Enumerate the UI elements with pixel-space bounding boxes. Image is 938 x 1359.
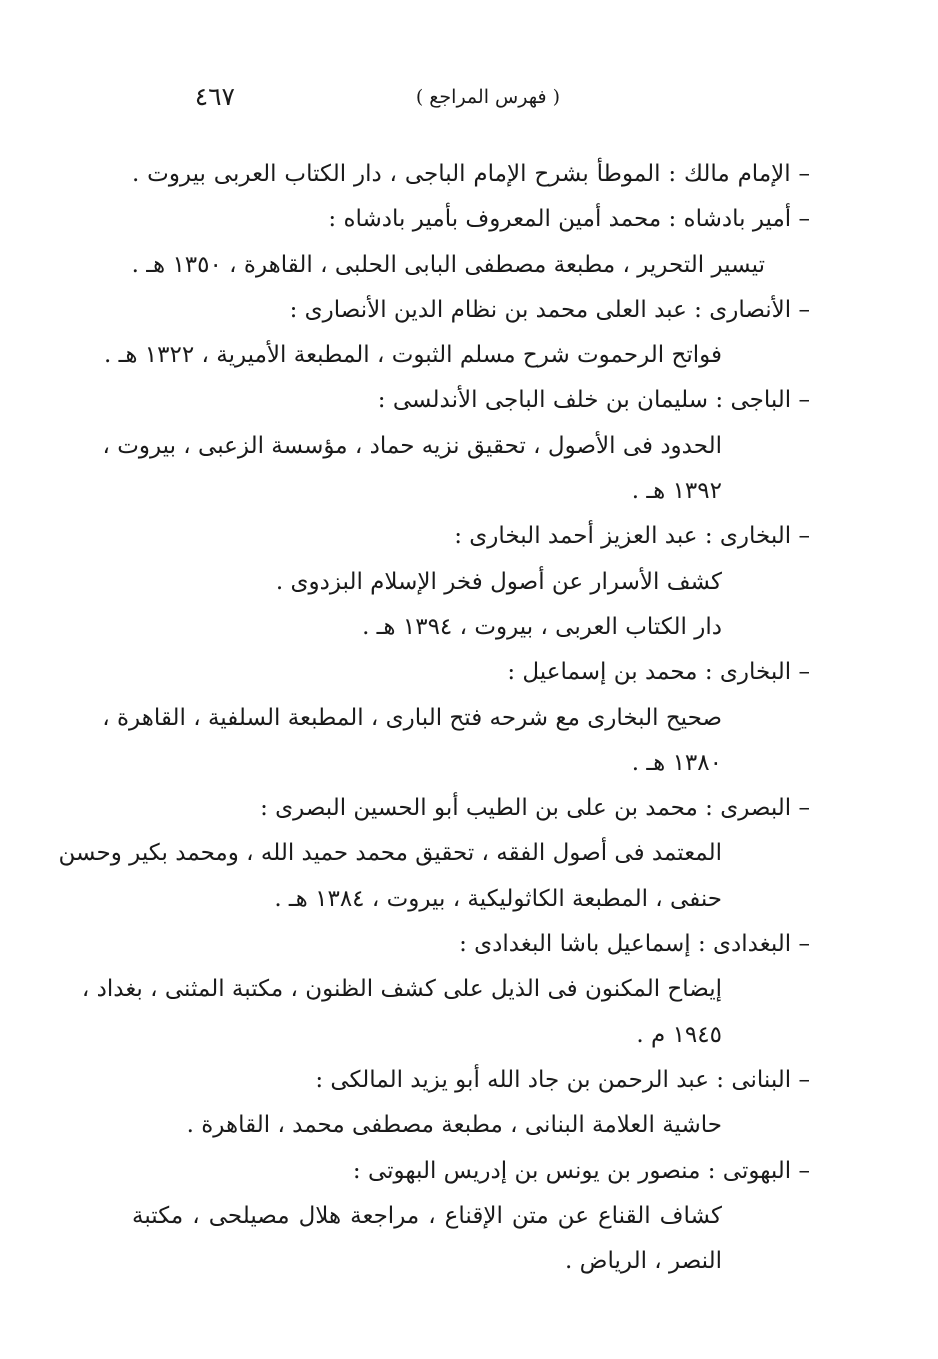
reference-continuation: النصر ، الرياض . <box>565 1248 722 1275</box>
reference-author: – البصرى : محمد بن على بن الطيب أبو الحسين البصرى : <box>260 795 810 822</box>
reference-author: – أمير بادشاه : محمد أمين المعروف بأمير بادشاه : <box>328 206 810 233</box>
reference-title: صحيح البخارى مع شرحه فتح البارى ، المطبعة السلفية ، القاهرة ، <box>102 704 722 731</box>
reference-title: كشف الأسرار عن أصول فخر الإسلام البزدوى . <box>275 568 722 595</box>
reference-title: إيضاح المكنون فى الذيل على كشف الظنون ، مكتبة المثنى ، بغداد ، <box>81 976 722 1003</box>
reference-title: كشاف القناع عن متن الإقناع ، مراجعة هلال مصيلحى ، مكتبة <box>132 1202 722 1229</box>
reference-publisher: دار الكتاب العربى ، بيروت ، ١٣٩٤ هـ . <box>362 613 722 640</box>
reference-title: فواتح الرحموت شرح مسلم الثبوت ، المطبعة الأميرية ، ١٣٢٢ هـ . <box>103 342 722 369</box>
reference-author: – الأنصارى : عبد العلى محمد بن نظام الدين الأنصارى : <box>289 296 810 323</box>
reference-title: المعتمد فى أصول الفقه ، تحقيق محمد حميد الله ، ومحمد بكير وحسن <box>58 840 722 867</box>
page-header <box>130 82 810 118</box>
reference-continuation: حنفى ، المطبعة الكاثوليكية ، بيروت ، ١٣٨٤ هـ . <box>274 885 722 912</box>
reference-author: – البنانى : عبد الرحمن بن جاد الله أبو يزيد المالكى : <box>315 1066 810 1093</box>
reference-author: – البخارى : محمد بن إسماعيل : <box>507 659 810 686</box>
reference-title: الحدود فى الأصول ، تحقيق نزيه حماد ، مؤسسة الزعبى ، بيروت ، <box>102 432 722 459</box>
reference-author: – الباجى : سليمان بن خلف الباجى الأندلسى : <box>377 387 810 414</box>
references-list <box>58 152 810 1284</box>
reference-entry-line: – الإمام مالك : الموطأ بشرح الإمام الباجى ، دار الكتاب العربى بيروت . <box>132 161 810 187</box>
reference-continuation: ١٣٩٢ هـ . <box>631 478 722 505</box>
reference-author: – البهوتى : منصور بن يونس بن إدريس البهوتى : <box>352 1157 810 1184</box>
reference-title: حاشية العلامة البنانى ، مطبعة مصطفى محمد ، القاهرة . <box>186 1112 722 1139</box>
reference-continuation: ١٣٨٠ هـ . <box>631 749 722 776</box>
reference-author: – البغدادى : إسماعيل باشا البغدادى : <box>459 931 810 958</box>
reference-title: تيسير التحرير ، مطبعة مصطفى البابى الحلبى ، القاهرة ، ١٣٥٠ هـ . <box>131 251 765 278</box>
running-title: ( فهرس المراجع ) <box>415 86 560 108</box>
reference-continuation: ١٩٤٥ م . <box>636 1021 722 1048</box>
reference-author: – البخارى : عبد العزيز أحمد البخارى : <box>454 523 810 550</box>
page-number: ٤٦٧ <box>194 82 235 111</box>
